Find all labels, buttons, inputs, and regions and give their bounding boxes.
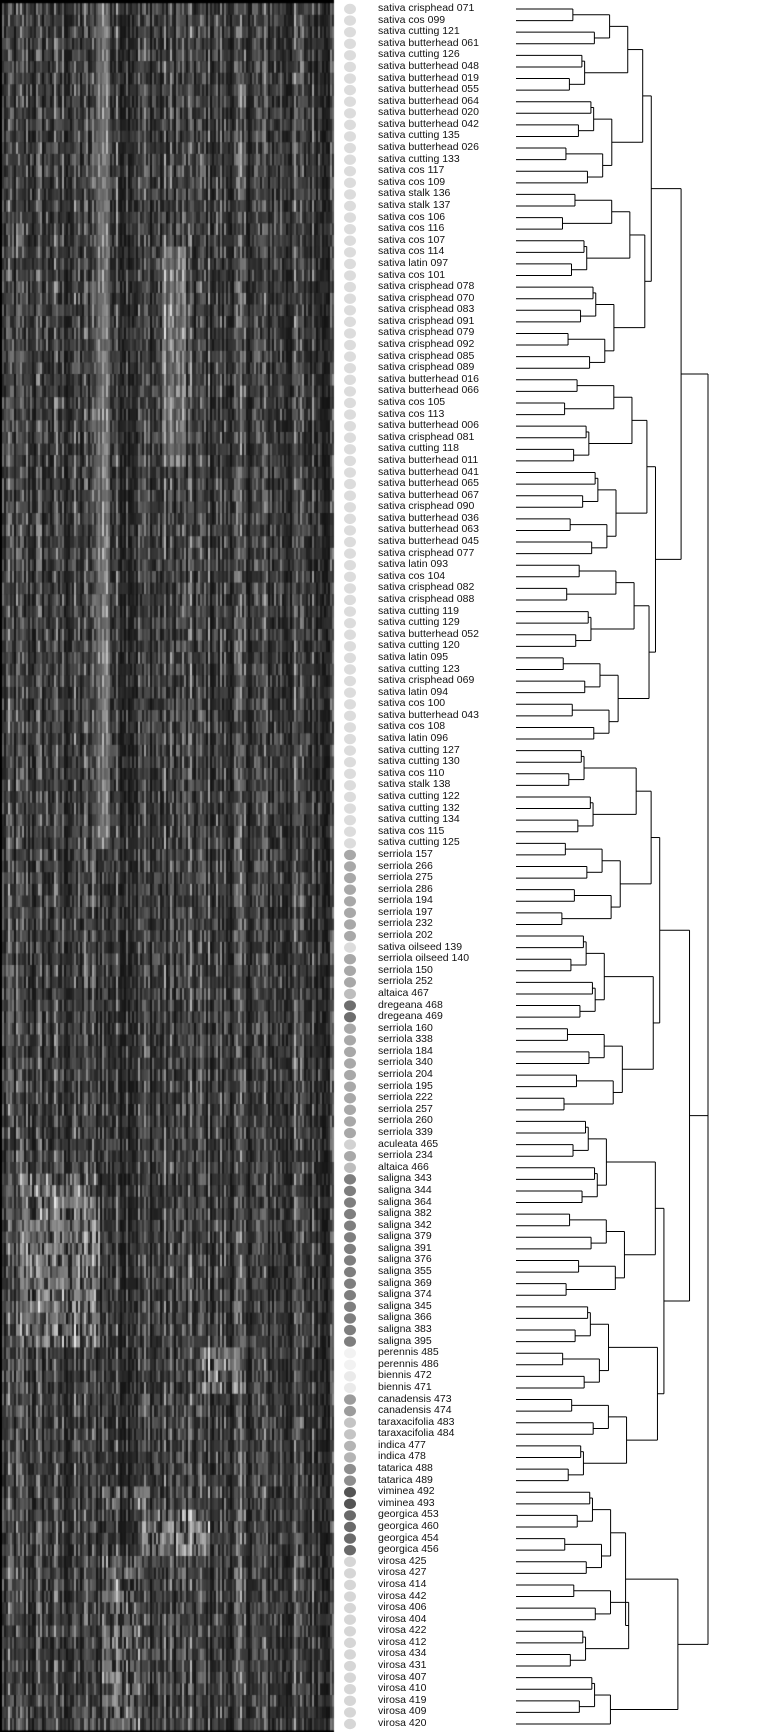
accession-label: sativa latin 095 — [378, 650, 449, 663]
accession-label: sativa butterhead 016 — [378, 372, 479, 385]
accession-label: indica 478 — [378, 1450, 426, 1463]
accession-label: biennis 472 — [378, 1369, 432, 1382]
accession-label: virosa 442 — [378, 1589, 427, 1602]
accession-label: serriola 260 — [378, 1114, 433, 1127]
accession-label: virosa 407 — [378, 1670, 427, 1683]
accession-label: saligna 342 — [378, 1218, 432, 1231]
accession-label: serriola 286 — [378, 882, 433, 895]
accession-label: georgica 460 — [378, 1520, 439, 1532]
accession-label: sativa cutting 134 — [378, 813, 460, 826]
accession-label: sativa crisphead 085 — [378, 349, 475, 362]
accession-label: sativa crisphead 091 — [378, 314, 475, 327]
accession-label: sativa cos 113 — [378, 407, 445, 420]
accession-label: virosa 409 — [378, 1705, 427, 1718]
accession-label: virosa 404 — [378, 1612, 427, 1625]
accession-label: serriola 150 — [378, 963, 433, 976]
accession-label: sativa cos 099 — [378, 13, 446, 26]
accession-label: viminea 492 — [378, 1485, 435, 1498]
accession-label: saligna 374 — [378, 1288, 432, 1301]
accession-label: georgica 456 — [378, 1543, 439, 1556]
accession-label: sativa butterhead 064 — [378, 94, 479, 107]
accession-label: sativa butterhead 067 — [378, 488, 479, 501]
accession-label: sativa butterhead 045 — [378, 535, 479, 548]
accession-label: sativa butterhead 019 — [378, 71, 479, 84]
accession-label: sativa crisphead 070 — [378, 291, 475, 304]
accession-label: sativa latin 096 — [378, 732, 449, 745]
accession-label: saligna 343 — [378, 1172, 432, 1185]
accession-label: sativa cos 100 — [378, 697, 446, 710]
accession-label: virosa 412 — [378, 1635, 427, 1648]
accession-label: taraxacifolia 483 — [378, 1415, 455, 1428]
accession-label: sativa butterhead 065 — [378, 477, 479, 490]
accession-label: virosa 414 — [378, 1577, 427, 1590]
accession-label: saligna 344 — [378, 1183, 432, 1196]
accession-label: sativa cos 105 — [378, 395, 446, 408]
accession-label: sativa cos 107 — [378, 233, 446, 246]
accession-label: saligna 345 — [378, 1299, 432, 1312]
accession-label: taraxacifolia 484 — [378, 1427, 455, 1440]
accession-label: saligna 369 — [378, 1276, 432, 1289]
accession-label: sativa butterhead 048 — [378, 59, 479, 72]
accession-label: sativa cutting 118 — [378, 442, 459, 455]
accession-label: sativa butterhead 043 — [378, 708, 479, 721]
accession-label: saligna 376 — [378, 1253, 432, 1266]
accession-label: serriola 339 — [378, 1126, 433, 1139]
accession-label: serriola 266 — [378, 859, 433, 872]
accession-label: sativa cos 108 — [378, 720, 446, 733]
accession-label: sativa stalk 136 — [378, 187, 451, 200]
accession-label: georgica 454 — [378, 1531, 439, 1544]
accession-label: serriola 222 — [378, 1091, 433, 1104]
accession-label: sativa butterhead 066 — [378, 384, 479, 397]
accession-label: serriola 157 — [378, 847, 433, 860]
accession-label: tatarica 488 — [378, 1462, 433, 1475]
accession-label: sativa butterhead 006 — [378, 419, 479, 432]
accession-label: sativa cutting 130 — [378, 755, 460, 768]
accession-label: sativa crisphead 081 — [378, 430, 475, 443]
accession-label: serriola 197 — [378, 905, 433, 918]
accession-label: dregeana 468 — [378, 998, 443, 1011]
accession-label: canadensis 473 — [378, 1392, 452, 1405]
accession-label: sativa cutting 132 — [378, 801, 460, 814]
accession-label: sativa latin 097 — [378, 256, 449, 269]
accession-label: saligna 366 — [378, 1311, 432, 1324]
accession-label: sativa latin 094 — [378, 685, 449, 698]
accession-label: sativa cos 104 — [378, 569, 446, 582]
accession-label: sativa butterhead 042 — [378, 117, 479, 130]
accession-label: virosa 425 — [378, 1554, 427, 1567]
accession-label: sativa oilseed 139 — [378, 940, 463, 953]
accession-label: sativa cutting 120 — [378, 639, 460, 652]
accession-label: serriola 202 — [378, 929, 433, 942]
accession-label: sativa cutting 135 — [378, 129, 460, 142]
accession-label: sativa cutting 119 — [378, 604, 459, 617]
accession-label: sativa crisphead 071 — [378, 2, 475, 14]
accession-label: saligna 395 — [378, 1334, 432, 1347]
accession-label: serriola 252 — [378, 975, 433, 988]
accession-label: serriola 257 — [378, 1102, 433, 1115]
accession-label: sativa cutting 125 — [378, 836, 460, 849]
accession-label: sativa cutting 129 — [378, 616, 460, 629]
accession-label: saligna 391 — [378, 1241, 432, 1254]
accession-label: biennis 471 — [378, 1380, 432, 1393]
accession-label: sativa cos 109 — [378, 175, 446, 188]
accession-label: serriola 204 — [378, 1068, 433, 1081]
accession-label: aculeata 465 — [378, 1137, 439, 1150]
accession-label: sativa cutting 121 — [378, 25, 460, 38]
accession-label: sativa cos 110 — [378, 766, 445, 779]
accession-label: perennis 486 — [378, 1357, 439, 1370]
accession-label: virosa 410 — [378, 1682, 427, 1695]
accession-label: sativa stalk 138 — [378, 778, 451, 791]
accession-label: virosa 406 — [378, 1601, 427, 1614]
accession-label: saligna 382 — [378, 1207, 432, 1220]
accession-label: sativa cos 106 — [378, 210, 446, 223]
accession-label: virosa 419 — [378, 1693, 427, 1706]
accession-label: sativa crisphead 079 — [378, 326, 475, 339]
accession-label: sativa crisphead 069 — [378, 674, 475, 687]
accession-label: tatarica 489 — [378, 1473, 433, 1486]
accession-label: sativa cutting 127 — [378, 743, 460, 756]
accession-label: serriola 340 — [378, 1056, 433, 1069]
accession-label: saligna 379 — [378, 1230, 432, 1243]
accession-label: sativa butterhead 011 — [378, 453, 479, 466]
accession-label: sativa crisphead 088 — [378, 592, 475, 605]
accession-label: virosa 427 — [378, 1566, 427, 1579]
accession-label: sativa cos 117 — [378, 164, 445, 177]
accession-label: sativa crisphead 083 — [378, 303, 475, 316]
accession-label: altaica 467 — [378, 986, 429, 999]
accession-label: serriola 275 — [378, 871, 433, 884]
accession-label: sativa crisphead 092 — [378, 338, 475, 351]
accession-label: serriola 195 — [378, 1079, 433, 1092]
accession-label: sativa crisphead 077 — [378, 546, 475, 559]
accession-label: dregeana 469 — [378, 1010, 443, 1023]
accession-label: sativa butterhead 041 — [378, 465, 479, 478]
accession-label: sativa cutting 133 — [378, 152, 460, 165]
accession-label: virosa 422 — [378, 1624, 427, 1637]
accession-label: sativa butterhead 063 — [378, 523, 479, 536]
accession-label: canadensis 474 — [378, 1404, 452, 1417]
accession-label: sativa cutting 123 — [378, 662, 460, 675]
accession-label: saligna 355 — [378, 1265, 432, 1278]
accession-label: sativa crisphead 090 — [378, 500, 475, 513]
accession-label: serriola 232 — [378, 917, 433, 930]
accession-label: indica 477 — [378, 1438, 426, 1451]
accession-label: sativa crisphead 082 — [378, 581, 475, 594]
accession-label: serriola oilseed 140 — [378, 952, 470, 965]
accession-label: virosa 431 — [378, 1659, 427, 1672]
accession-label: perennis 485 — [378, 1346, 439, 1359]
accession-label: sativa butterhead 026 — [378, 141, 479, 154]
accession-label: georgica 453 — [378, 1508, 439, 1521]
accession-label: virosa 434 — [378, 1647, 427, 1660]
accession-label: sativa butterhead 036 — [378, 511, 479, 524]
accession-label: sativa butterhead 052 — [378, 627, 479, 640]
accession-label: sativa butterhead 020 — [378, 106, 479, 119]
accession-label: sativa butterhead 061 — [378, 36, 479, 49]
accession-label: saligna 364 — [378, 1195, 432, 1208]
accession-label: altaica 466 — [378, 1160, 429, 1173]
accession-label: sativa cos 101 — [378, 268, 446, 281]
accession-label: sativa butterhead 055 — [378, 83, 479, 96]
accession-label: saligna 383 — [378, 1323, 432, 1335]
accession-label: serriola 338 — [378, 1033, 433, 1046]
accession-label: virosa 420 — [378, 1717, 427, 1729]
accession-label: sativa cutting 122 — [378, 789, 460, 802]
accession-label: sativa cos 115 — [378, 824, 445, 837]
accession-label: sativa cutting 126 — [378, 48, 460, 61]
accession-label: viminea 493 — [378, 1496, 435, 1509]
accession-label: sativa cos 116 — [378, 222, 445, 235]
accession-label: sativa cos 114 — [378, 245, 445, 258]
accession-label: serriola 194 — [378, 894, 433, 907]
accession-label: sativa crisphead 078 — [378, 280, 475, 293]
accession-label: sativa latin 093 — [378, 558, 449, 571]
accession-label: serriola 234 — [378, 1149, 433, 1162]
accession-label: sativa stalk 137 — [378, 198, 451, 211]
accession-label: serriola 160 — [378, 1021, 433, 1034]
accession-label: serriola 184 — [378, 1044, 433, 1057]
accession-label: sativa crisphead 089 — [378, 361, 475, 374]
